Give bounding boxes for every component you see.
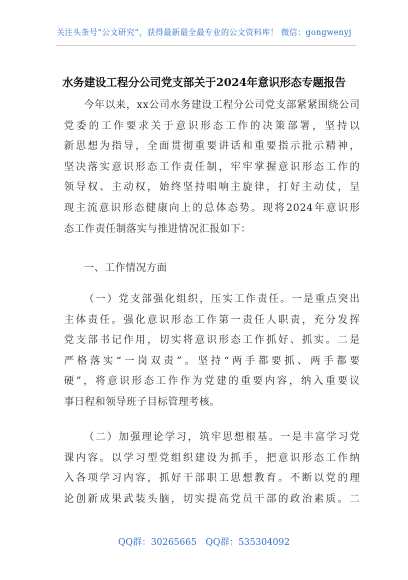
text-line: 硬”，将意识形态工作作为党建的重要内容，纳入重要议 (64, 376, 360, 388)
text-line: 态工作责任制落实与推进情况汇报如下： (64, 223, 252, 235)
text-line: 党支部书记作用，切实将意识形态工作抓好、抓实。二是 (64, 335, 360, 347)
text-line: 严格落实“一岗双责”。坚持“两手都要抓、两手都要 (64, 355, 360, 367)
text-line: （二）加强理论学习，筑牢思想根基。一是丰富学习党 (84, 432, 360, 443)
text-line: 现主流意识形态健康向上的总体态势。现将2024年意识形 (64, 202, 360, 214)
footer-qq-groups: QQ群：30265665 QQ群：535304092 (118, 538, 290, 548)
text-line: 课内容。以学习型党组织建设为抓手，把意识形态工作纳 (64, 452, 360, 464)
text-line: 主体责任。强化意识形态工作第一责任人职责，充分发挥 (64, 314, 360, 326)
section-heading: 一、工作情况方面 (84, 263, 168, 274)
header-promo-note: 关注头条号“公文研究”，获得最新最全最专业的公文资料库！ 微信：gongwenyj (56, 28, 352, 37)
text-line: 论创新成果武装头脑，切实提高党员干部的政治素质。二 (64, 493, 360, 505)
section-heading-block (64, 259, 360, 280)
paragraph-two (64, 428, 360, 510)
intro-paragraph (64, 96, 360, 240)
text-line: 事日程和领导班子目标管理考核。 (64, 396, 220, 408)
header-divider (56, 45, 356, 46)
text-line: 新思想为指导，全面贯彻重要讲话和重要指示批示精神， (64, 141, 360, 153)
text-line: 今年以来，xx公司水务建设工程分公司党支部紧紧围绕公司 (84, 100, 360, 111)
paragraph-one (64, 290, 360, 414)
text-line: 党委的工作要求关于意识形态工作的决策部署，坚持以 (64, 120, 360, 132)
text-line: 入各项学习内容，抓好干部职工思想教育。不断以党的理 (64, 473, 360, 485)
document-title: 水务建设工程分公司党支部关于2024年意识形态专题报告 (62, 76, 346, 89)
text-line: 坚决落实意识形态工作责任制，牢牢掌握意识形态工作的 (64, 161, 360, 173)
text-line: 领导权、主动权，始终坚持唱响主旋律，打好主动仗，呈 (64, 182, 360, 194)
text-line: （一）党支部强化组织，压实工作责任。一是重点突出 (84, 294, 360, 305)
